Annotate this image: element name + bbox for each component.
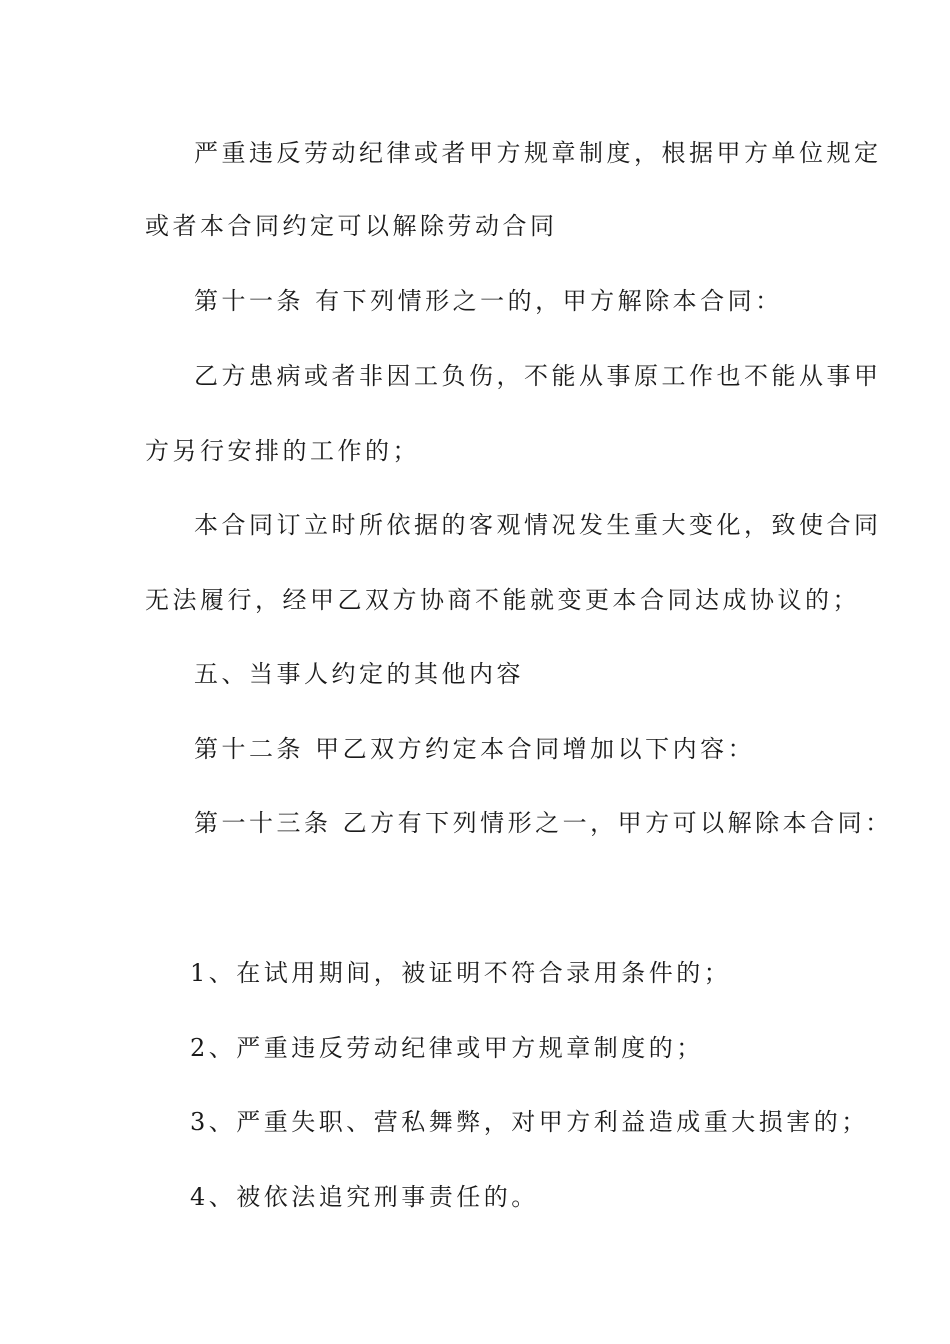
article-11-heading: 第十一条 有下列情形之一的，甲方解除本合同： <box>194 287 783 315</box>
paragraph-line: 本合同订立时所依据的客观情况发生重大变化，致使合同 <box>194 511 882 539</box>
paragraph-line: 或者本合同约定可以解除劳动合同 <box>145 212 558 240</box>
paragraph-line: 乙方患病或者非因工负伤，不能从事原工作也不能从事甲 <box>194 362 882 390</box>
list-item: 4、被依法追究刑事责任的。 <box>190 1183 539 1211</box>
paragraph-line: 严重违反劳动纪律或者甲方规章制度，根据甲方单位规定 <box>194 139 882 167</box>
article-12-heading: 第十二条 甲乙双方约定本合同增加以下内容： <box>194 735 756 763</box>
list-item: 1、在试用期间，被证明不符合录用条件的； <box>190 959 732 987</box>
article-13-heading: 第一十三条 乙方有下列情形之一，甲方可以解除本合同： <box>194 809 893 837</box>
section-heading: 五、当事人约定的其他内容 <box>194 660 524 688</box>
list-item: 2、严重违反劳动纪律或甲方规章制度的； <box>190 1034 704 1062</box>
paragraph-line: 方另行安排的工作的； <box>145 437 420 465</box>
list-item: 3、严重失职、营私舞弊，对甲方利益造成重大损害的； <box>190 1108 869 1136</box>
paragraph-line: 无法履行，经甲乙双方协商不能就变更本合同达成协议的； <box>145 586 860 614</box>
